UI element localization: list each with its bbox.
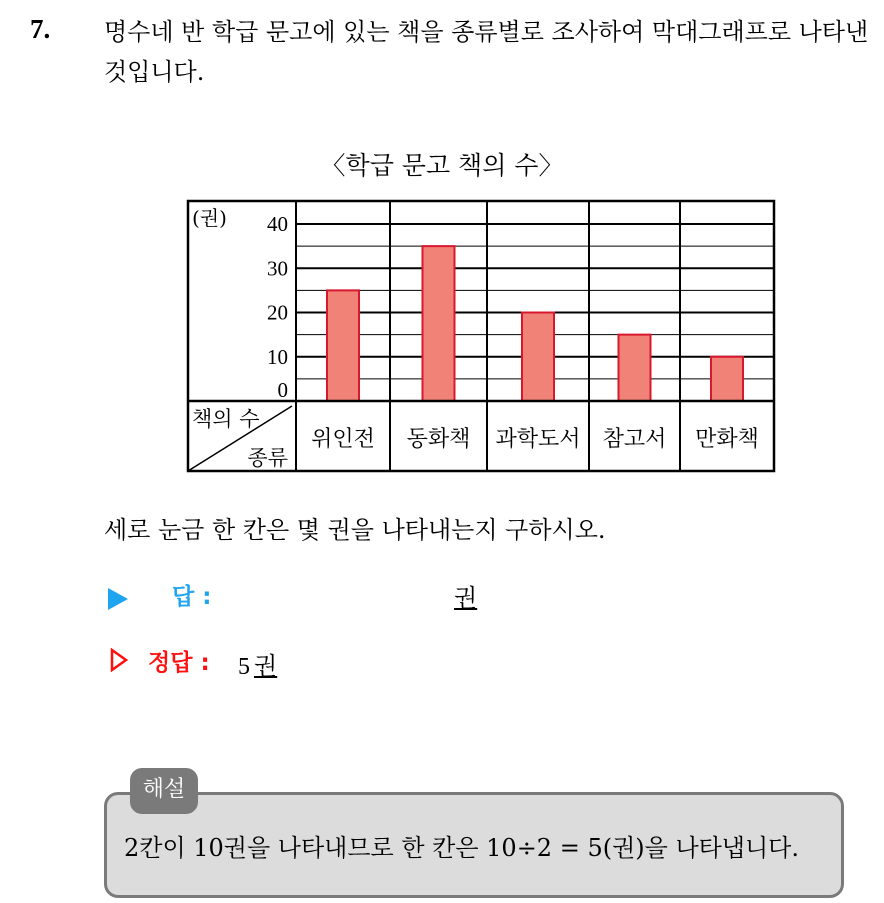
question-text: 명수네 반 학급 문고에 있는 책을 종류별로 조사하여 막대그래프로 나타낸 것입니다. [104, 18, 869, 86]
chart-title: 〈학급 문고 책의 수〉 [320, 151, 564, 180]
answer-row [108, 578, 608, 618]
chart-frame [188, 201, 774, 471]
category-label: 과학도서 [495, 427, 581, 452]
correct-answer-row [108, 644, 608, 684]
y-tick-label: 20 [267, 300, 288, 325]
category-label: 동화책 [406, 427, 471, 452]
header-bottom-label: 종류 [247, 446, 288, 470]
explanation-text: 2칸이 10권을 나타내므로 한 칸은 10÷2 = 5(권)을 나타냅니다. [124, 834, 799, 862]
category-label: 위인전 [311, 427, 375, 452]
y-tick-label: 40 [267, 212, 288, 236]
correct-value: 5 [238, 654, 250, 680]
question-number: 7. [30, 14, 51, 44]
bar-동화책 [423, 246, 455, 401]
correct-value-group [238, 646, 277, 681]
bar-위인전 [327, 290, 359, 401]
bar-과학도서 [522, 313, 554, 402]
play-triangle-icon [108, 588, 128, 610]
y-tick-label: 10 [267, 344, 288, 369]
header-top-label: 책의 수 [192, 407, 260, 431]
category-label: 만화책 [695, 427, 759, 452]
sub-question: 세로 눈금 한 칸은 몇 권을 나타내는지 구하시오. [104, 516, 606, 544]
category-label: 참고서 [602, 427, 667, 452]
y-tick-label: 0 [277, 378, 288, 402]
y-axis-label: (권) [192, 206, 227, 230]
correct-label: 정답 : [148, 650, 210, 676]
correct-unit: 권 [254, 652, 278, 680]
answer-label: 답 : [172, 584, 212, 610]
explanation-tab: 해설 [130, 768, 198, 814]
outline-triangle-icon [110, 648, 128, 672]
y-tick-label: 30 [267, 256, 288, 281]
bar-만화책 [711, 357, 743, 401]
bar-참고서 [619, 335, 651, 401]
answer-unit: 권 [454, 584, 478, 612]
